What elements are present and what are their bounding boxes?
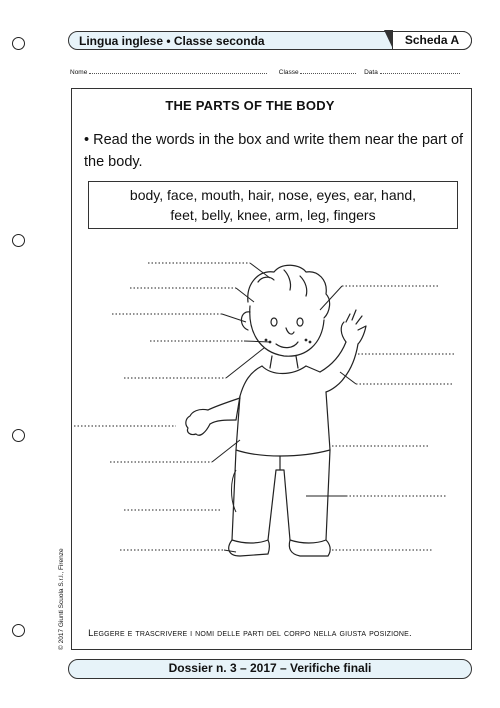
date-label: Data [364, 69, 378, 76]
class-label: Classe [278, 69, 299, 76]
name-label: Nome [70, 69, 88, 76]
sheet-label: Scheda A [392, 31, 472, 50]
footer-bar: Dossier n. 3 – 2017 – Verifiche finali [68, 659, 472, 679]
word-box-line-2: feet, belly, knee, arm, leg, fingers [170, 207, 376, 223]
copyright-note: © 2017 Giunti Scuola S.r.l., Firenze [58, 548, 65, 650]
bottom-instruction: Leggere e trascrivere i nomi delle parti del corpo nella giusta posizione. [88, 628, 412, 639]
boy-figure [186, 265, 366, 556]
answer-lines [74, 263, 454, 552]
subject-label: Lingua inglese • Classe seconda [79, 34, 265, 48]
word-box-line-1: body, face, mouth, hair, nose, eyes, ear, hand, [129, 187, 417, 203]
instruction-text: • Read the words in the box and write them near the part of the body. [84, 132, 464, 170]
page-title: THE PARTS OF THE BODY [165, 98, 335, 113]
